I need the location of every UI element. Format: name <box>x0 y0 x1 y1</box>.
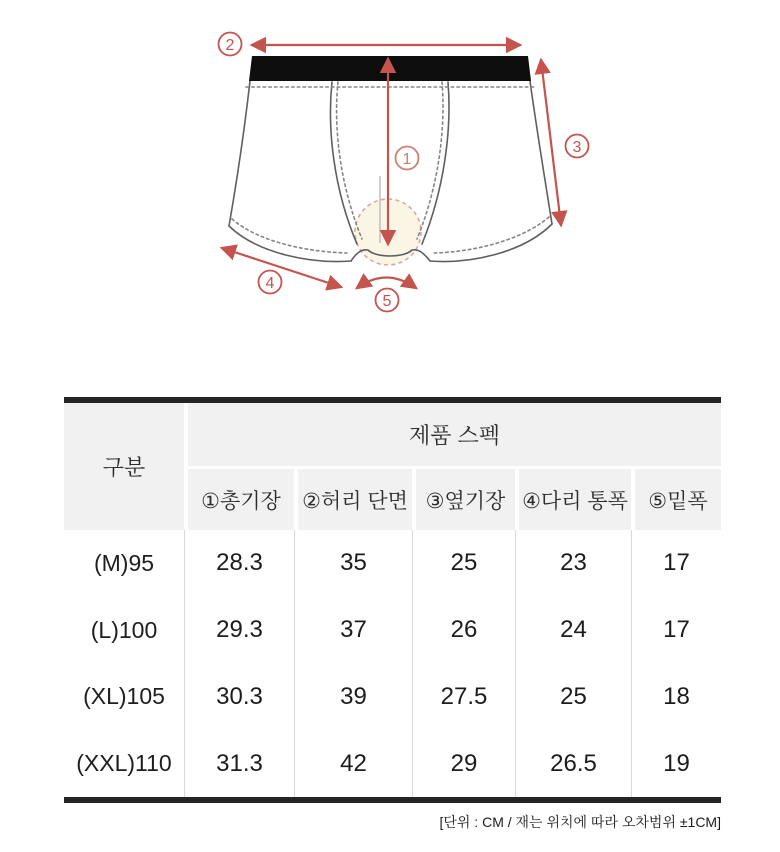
spec-table-grid <box>64 403 721 797</box>
waistband-shape <box>249 56 531 81</box>
size-label-m95: (M)95 <box>93 549 155 576</box>
value-cell: 28.3 <box>184 530 294 597</box>
value-cell: 17 <box>631 597 721 664</box>
callout-5-number: 5 <box>382 293 392 310</box>
size-label-xl105: (XL)105 <box>83 683 165 710</box>
value-cell: 26.5 <box>515 730 631 797</box>
callout-2 <box>219 33 242 56</box>
value-cell: 18 <box>631 664 721 731</box>
value-cell: 24 <box>515 597 631 664</box>
callout-1 <box>396 147 419 170</box>
value-cell: 23 <box>515 530 631 597</box>
value-cell: 37 <box>294 597 412 664</box>
callout-5 <box>376 289 399 312</box>
value-cell: 39 <box>294 664 412 731</box>
col-header-side-length: ③옆기장 <box>412 469 515 530</box>
callout-4 <box>259 271 282 294</box>
unit-footnote: [단위 : CM / 재는 위치에 따라 오차범위 ±1CM] <box>439 814 721 830</box>
value-cell: 25 <box>515 664 631 731</box>
value-cell: 27.5 <box>412 664 515 731</box>
col-header-leg-width: ④다리 통폭 <box>515 469 631 530</box>
corner-header-cell: 구분 <box>64 403 184 530</box>
callout-3-number: 3 <box>572 139 582 156</box>
spec-table <box>64 397 721 832</box>
hem-width-arrow <box>357 278 416 289</box>
table-bottom-border <box>64 797 721 803</box>
value-cell: 30.3 <box>184 664 294 731</box>
value-cell: 25 <box>412 530 515 597</box>
value-cell: 29 <box>412 730 515 797</box>
side-length-arrow <box>541 60 561 225</box>
size-label-xxl110: (XXL)110 <box>76 750 172 777</box>
value-cell: 31.3 <box>184 730 294 797</box>
callout-4-number: 4 <box>265 275 275 292</box>
col-header-total-length: ①총기장 <box>184 469 294 530</box>
callout-3 <box>566 135 589 158</box>
value-cell: 26 <box>412 597 515 664</box>
value-cell: 19 <box>631 730 721 797</box>
briefs-diagram-svg <box>0 0 780 360</box>
col-header-waist-width: ②허리 단면 <box>294 469 412 530</box>
measurement-diagram <box>0 0 780 360</box>
value-cell: 35 <box>294 530 412 597</box>
callout-2-number: 2 <box>225 37 235 54</box>
group-header-cell: 제품 스펙 <box>184 403 721 469</box>
col-header-hem-width: ⑤밑폭 <box>631 469 721 530</box>
callout-1-number: 1 <box>402 151 412 168</box>
value-cell: 17 <box>631 530 721 597</box>
size-label-l100: (L)100 <box>90 616 158 643</box>
value-cell: 29.3 <box>184 597 294 664</box>
value-cell: 42 <box>294 730 412 797</box>
